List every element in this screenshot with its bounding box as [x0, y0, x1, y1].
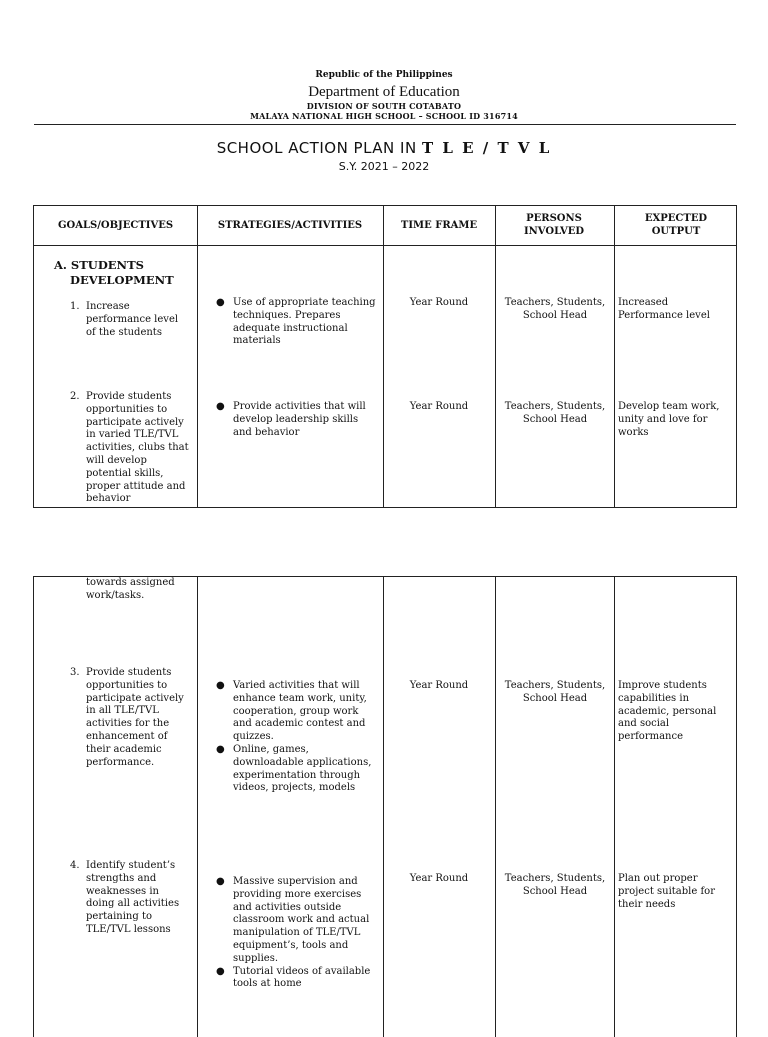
expected-output: Plan out proper project suitable for their needs: [618, 873, 715, 910]
col-divider: [495, 577, 496, 1037]
time-frame: Year Round: [409, 401, 469, 412]
col-divider: [197, 577, 198, 1037]
strategy-item: [216, 680, 379, 744]
republic-line: Republic of the Philippines: [315, 70, 453, 80]
page-title: [0, 139, 768, 157]
persons-involved: Teachers, Students, School Head: [504, 297, 606, 321]
col-header-time-frame: TIME FRAME: [400, 220, 478, 231]
section-heading-line2: DEVELOPMENT: [70, 273, 174, 287]
bullet-icon: ●: [216, 680, 225, 691]
strategy-item: [216, 743, 379, 795]
persons-involved: Teachers, Students, School Head: [504, 401, 606, 425]
strategy-item: [216, 876, 379, 966]
col-divider: [383, 577, 384, 1037]
col-divider: [495, 206, 496, 507]
expected-output: Develop team work, unity and love for works: [618, 401, 720, 438]
strategy-list: [216, 876, 379, 991]
expected-output: Increased Performance level: [618, 297, 710, 321]
persons-involved: Teachers, Students, School Head: [504, 680, 606, 704]
col-divider: [614, 577, 615, 1037]
bullet-icon: ●: [216, 965, 225, 977]
col-divider: [197, 206, 198, 507]
time-frame: Year Round: [409, 297, 469, 308]
col-divider: [614, 206, 615, 507]
title-subject: T L E / T V L: [421, 139, 552, 157]
header-divider: [34, 124, 736, 125]
action-plan-table-page2: [33, 576, 737, 1037]
col-header-persons: PERSONS INVOLVED: [523, 213, 584, 237]
time-frame: Year Round: [409, 680, 469, 691]
division-line: DIVISION OF SOUTH COTABATO: [306, 101, 462, 111]
strategy-text: Use of appropriate teaching techniques. Prepares adequate instructional materials: [233, 297, 376, 347]
expected-output: Improve students capabilities in academic, personal and social performance: [618, 680, 717, 743]
col-header-output: EXPECTED OUTPUT: [644, 213, 708, 237]
goal-number: 2.: [70, 391, 80, 402]
goal-text: Increase performance level of the students: [86, 301, 179, 338]
strategy-text: Massive supervision and providing more exercises and activities outside classroom work and actual manipulation of TLE/TVL equipment’s, tools and supplies.: [233, 876, 370, 964]
action-plan-table-page1: [33, 205, 737, 508]
continued-goal-text: towards assigned work/tasks.: [86, 577, 175, 601]
title-prefix: SCHOOL ACTION PLAN IN: [216, 139, 417, 157]
strategy-item: [216, 297, 379, 348]
goal-text: Provide students opportunities to participate actively in all TLE/TVL activities for the enhancement of their academic performance.: [86, 667, 184, 768]
strategy-item: [216, 965, 379, 992]
strategy-list: [216, 680, 379, 795]
goal-number: 4.: [70, 860, 80, 871]
strategy-text: Online, games, downloadable applications, experimentation through videos, projects, models: [233, 743, 372, 794]
col-header-goals: GOALS/OBJECTIVES: [57, 220, 174, 231]
header-row-divider: [34, 245, 736, 246]
strategy-text: Tutorial videos of available tools at home: [233, 965, 371, 990]
section-heading-line1: A. STUDENTS: [54, 258, 144, 272]
goal-number: 3.: [70, 667, 80, 678]
strategy-text: Varied activities that will enhance team work, unity, cooperation, group work and academic contest and quizzes.: [233, 680, 367, 743]
school-year: S.Y. 2021 – 2022: [338, 160, 430, 173]
goal-text: Provide students opportunities to participate actively in varied TLE/TVL activities, clubs that will develop potential skills, proper attitude and behavior: [86, 391, 189, 505]
col-header-strategies: STRATEGIES/ACTIVITIES: [217, 220, 363, 231]
school-line: MALAYA NATIONAL HIGH SCHOOL – SCHOOL ID 316714: [250, 111, 518, 121]
bullet-icon: ●: [216, 297, 225, 308]
bullet-icon: ●: [216, 401, 225, 412]
goal-number: 1.: [70, 301, 80, 312]
section-heading: [54, 258, 174, 288]
col-divider: [383, 206, 384, 507]
persons-involved: Teachers, Students, School Head: [504, 873, 606, 897]
strategy-list: [216, 401, 379, 439]
bullet-icon: ●: [216, 876, 225, 887]
time-frame: Year Round: [409, 873, 469, 884]
department-title: Department of Education: [308, 84, 460, 100]
strategy-text: Provide activities that will develop leadership skills and behavior: [233, 401, 366, 438]
strategy-list: [216, 297, 379, 348]
goal-text: Identify student’s strengths and weaknesses in doing all activities pertaining to TLE/TVL lessons: [86, 860, 180, 935]
bullet-icon: ●: [216, 743, 225, 755]
strategy-item: [216, 401, 379, 439]
